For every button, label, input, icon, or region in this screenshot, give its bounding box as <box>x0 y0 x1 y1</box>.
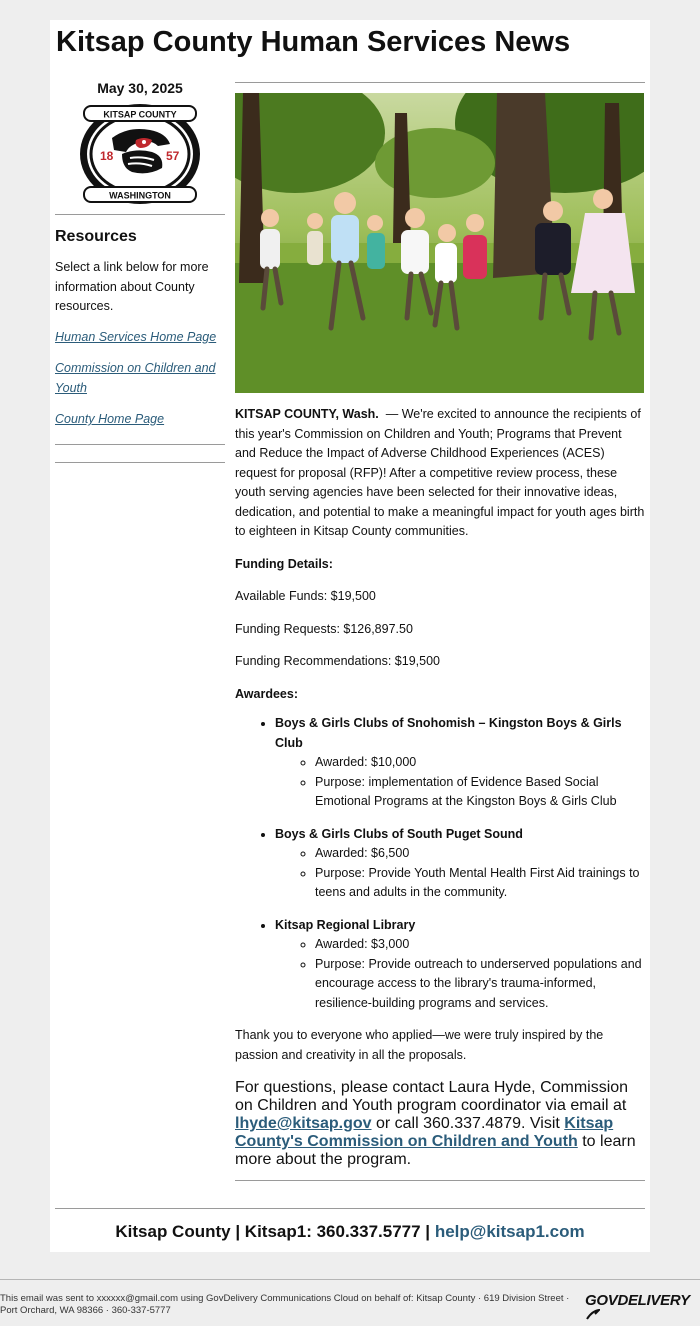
awardee-amount: ◦ Awarded: $3,000 <box>315 935 645 955</box>
awardee-purpose: ◦ Purpose: implementation of Evidence Based Social Emotional Programs at the Kingston Boys & Girls Club <box>315 773 645 812</box>
sidebar <box>55 78 225 463</box>
awardee-amount: ◦ Awarded: $10,000 <box>315 753 645 773</box>
available-funds: Available Funds: $19,500 <box>235 589 376 603</box>
contact-text: or call 360.337.4879. Visit <box>375 1115 560 1132</box>
link-county-home[interactable]: County Home Page <box>55 412 165 426</box>
resources-heading: Resources <box>55 228 137 245</box>
thank-you-text: Thank you to everyone who applied—we were truly inspired by the passion and creativity in all the proposals. <box>235 1028 604 1062</box>
contact-text: to learn more about the program. <box>235 1133 636 1168</box>
govdelivery-logo[interactable] <box>585 1292 700 1326</box>
article <box>235 82 645 1169</box>
page-divider <box>0 1279 700 1280</box>
contact-paragraph <box>235 1079 645 1169</box>
govdelivery-wordmark: GOVDELIVERY <box>585 1292 690 1309</box>
funding-recommendations: Funding Recommendations: $19,500 <box>235 654 440 668</box>
list-item <box>275 916 645 1014</box>
newsletter-title: Kitsap County Human Services News <box>56 26 571 58</box>
article-divider <box>235 1180 645 1181</box>
sidebar-divider <box>55 214 225 215</box>
seal-year-right: 57 <box>166 149 180 163</box>
children-running-photo <box>235 93 644 393</box>
awardees-heading: Awardees: <box>235 686 298 701</box>
awardee-purpose: ◦ Purpose: Provide outreach to underserved populations and encourage access to the library's trauma-informed, resilience-building programs and services. <box>315 955 645 1014</box>
funding-requests: Funding Requests: $126,897.50 <box>235 621 413 636</box>
dateline: KITSAP COUNTY, Wash. <box>235 407 379 421</box>
footer-contact <box>50 1222 650 1242</box>
footer-text: Kitsap County | Kitsap1: 360.337.5777 | <box>115 1222 431 1241</box>
sidebar-divider <box>55 444 225 445</box>
contact-email-link[interactable]: lhyde@kitsap.gov <box>235 1115 372 1132</box>
county-seal-logo <box>78 102 202 206</box>
footer-email-link[interactable]: help@kitsap1.com <box>434 1222 585 1241</box>
link-commission-children-youth[interactable]: Commission on Children and Youth <box>55 361 216 395</box>
contact-text: For questions, please contact Laura Hyde, Commission on Children and Youth program coordinator via email at <box>235 1079 629 1114</box>
newsletter-card <box>50 20 650 1252</box>
commission-link[interactable]: Kitsap County's Commission on Children and Youth <box>235 1115 614 1150</box>
article-intro <box>235 405 645 542</box>
funding-details-heading: Funding Details: <box>235 556 333 571</box>
awardee-name: Kitsap Regional Library <box>275 917 416 932</box>
awardee-purpose: ◦ Purpose: Provide Youth Mental Health First Aid trainings to teens and adults in the community. <box>315 864 645 903</box>
seal-top-text: KITSAP COUNTY <box>103 109 177 120</box>
sidebar-divider <box>55 462 225 463</box>
footer-divider <box>55 1208 645 1209</box>
intro-text: — We're excited to announce the recipients of this year's Commission on Children and Youth; Programs that Prevent and Reduce the Impact of Adverse Childhood Experiences (ACES) request for proposal (RFP)! After a competitive review process, these youth serving agencies have been selected for their innovative ideas, dedication, and potential to make a meaningful impact for youth ages birth to eighteen in Kitsap County communities. <box>235 407 645 538</box>
seal-year-left: 18 <box>100 149 114 163</box>
article-divider <box>235 82 645 83</box>
resources-description: Select a link below for more information about County resources. <box>55 260 209 313</box>
awardee-name: Boys & Girls Clubs of South Puget Sound <box>275 826 523 841</box>
awardee-amount: ◦ Awarded: $6,500 <box>315 844 645 864</box>
seal-bottom-text: WASHINGTON <box>109 190 171 201</box>
delivery-notice: This email was sent to xxxxxx@gmail.com using GovDelivery Communications Cloud on behalf of: Kitsap County · 619 Division Street · Port Orchard, WA 98366 · 360-337-5777 <box>0 1293 570 1316</box>
link-human-services-home[interactable]: Human Services Home Page <box>55 329 217 344</box>
list-item <box>275 714 645 812</box>
arrow-swoosh-icon <box>586 1309 600 1321</box>
awardees-list <box>235 714 645 1013</box>
issue-date: May 30, 2025 <box>97 80 183 96</box>
list-item <box>275 825 645 903</box>
awardee-name: Boys & Girls Clubs of Snohomish – Kingston Boys & Girls Club <box>275 716 622 750</box>
